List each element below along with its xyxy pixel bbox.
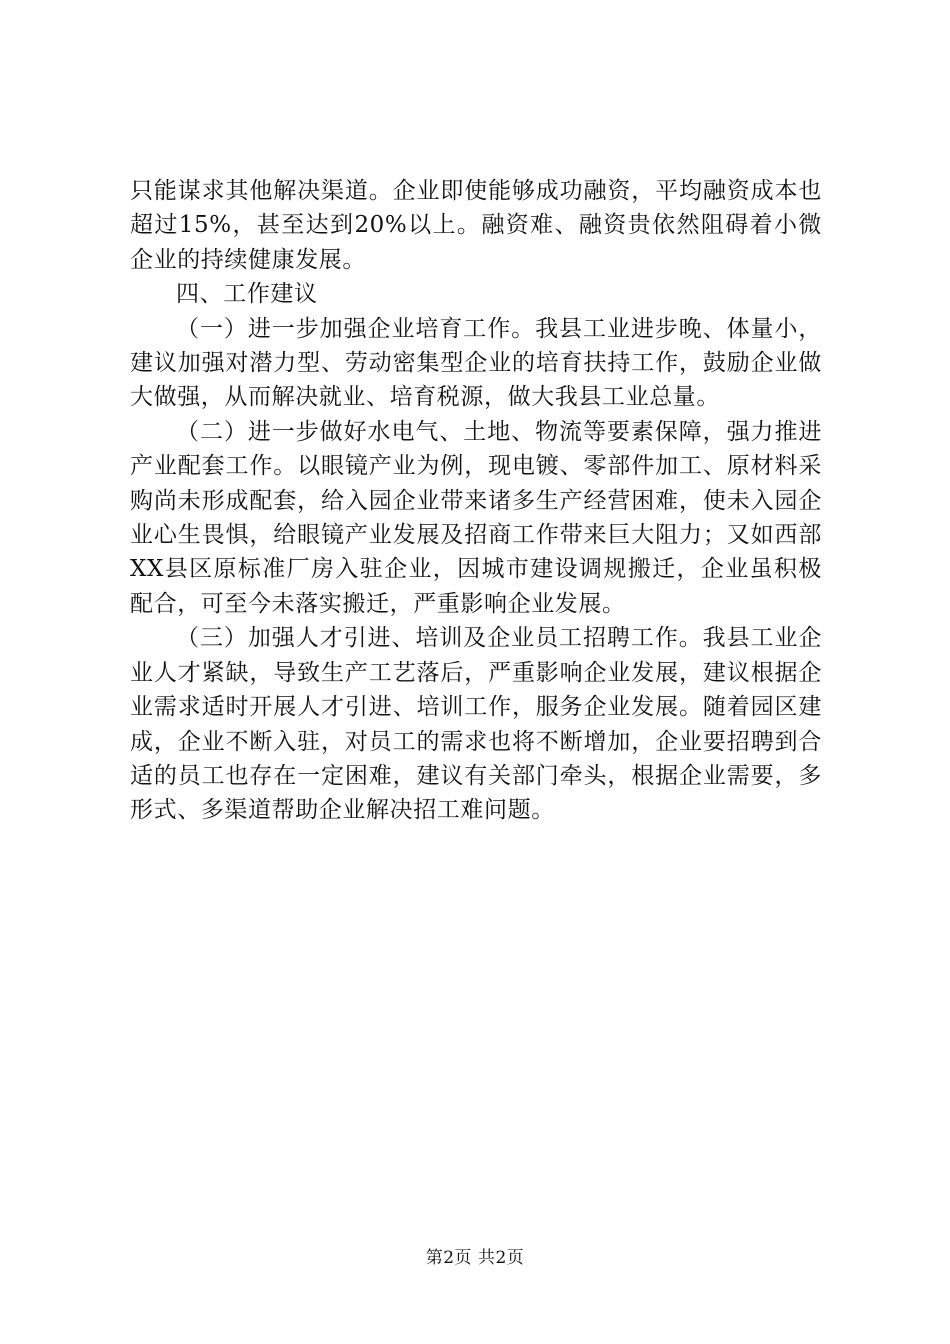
paragraph-financing: 只能谋求其他解决渠道。企业即使能够成功融资，平均融资成本也超过15%，甚至达到20%以上。融资难、融资贵依然阻碍着小微企业的持续健康发展。 <box>130 178 822 273</box>
paragraph-suggestion-3: （三）加强人才引进、培训及企业员工招聘工作。我县工业企业人才紧缺，导致生产工艺落后，严重影响企业发展，建议根据企业需求适时开展人才引进、培训工作，服务企业发展。随着园区建成，企业不断入驻，对员工的需求也将不断增加，企业要招聘到合适的员工也存在一定困难，建议有关部门牵头，根据企业需要，多形式、多渠道帮助企业解决招工难问题。 <box>130 625 822 824</box>
paragraph-suggestion-2: （二）进一步做好水电气、土地、物流等要素保障，强力推进产业配套工作。以眼镜产业为例，现电镀、零部件加工、原材料采购尚未形成配套，给入园企业带来诸多生产经营困难，使未入园企业心生畏惧，给眼镜产业发展及招商工作带来巨大阻力；又如西部XX县区原标准厂房入驻企业，因城市建设调规搬迁，企业虽积极配合，可至今未落实搬迁，严重影响企业发展。 <box>130 418 822 617</box>
section-heading-work-suggestions: 四、工作建议 <box>176 281 318 308</box>
page-number-footer: 第2页 共2页 <box>425 1248 525 1268</box>
document-body <box>130 174 822 828</box>
paragraph-suggestion-1: （一）进一步加强企业培育工作。我县工业进步晚、体量小，建议加强对潜力型、劳动密集型企业的培育扶持工作，鼓励企业做大做强，从而解决就业、培育税源，做大我县工业总量。 <box>130 315 822 411</box>
